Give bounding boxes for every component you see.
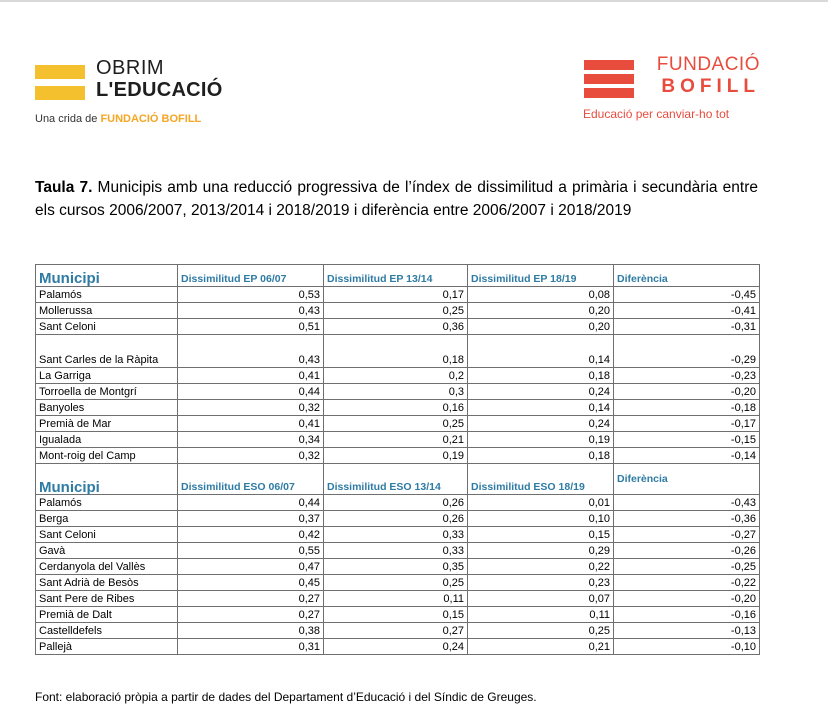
logo-tagline [35, 113, 201, 125]
value-cell: 0,19 [468, 432, 614, 448]
value-cell: 0,07 [468, 591, 614, 607]
table-row [36, 495, 760, 511]
logo-right-line2: BOFILL [661, 76, 760, 97]
value-cell: -0,41 [614, 303, 760, 319]
value-cell: -0,26 [614, 543, 760, 559]
value-cell: 0,20 [468, 319, 614, 335]
table2-header-row [36, 464, 760, 495]
table-row [36, 607, 760, 623]
table-row [36, 319, 760, 335]
table-row [36, 527, 760, 543]
value-cell: 0,22 [468, 559, 614, 575]
value-cell: 0,25 [324, 416, 468, 432]
source-note: Font: elaboració pròpia a partir de dades del Departament d’Educació i del Síndic de Greuges. [35, 690, 537, 704]
caption-text: Municipis amb una reducció progressiva de l’índex de dissimilitud a primària i secundària entre els cursos 2006/2007, 2013/2014 i 2018/2019 i diferència entre 2006/2007 i 2018/2019 [35, 179, 758, 219]
value-cell: 0,26 [324, 495, 468, 511]
logo-red-bar-3 [584, 88, 634, 98]
value-cell: 0,41 [178, 416, 324, 432]
value-cell: 0,19 [324, 448, 468, 464]
table-row [36, 575, 760, 591]
top-divider [0, 0, 828, 2]
value-cell: -0,20 [614, 384, 760, 400]
municipality-cell: Berga [36, 511, 178, 527]
municipality-cell: Igualada [36, 432, 178, 448]
header-cell: Dissimilitud ESO 13/14 [324, 464, 468, 495]
value-cell: 0,37 [178, 511, 324, 527]
value-cell: -0,23 [614, 368, 760, 384]
value-cell: -0,15 [614, 432, 760, 448]
logo-bar-bottom [35, 86, 85, 100]
logo-right-tagline: Educació per canviar-ho tot [583, 107, 730, 121]
value-cell: -0,14 [614, 448, 760, 464]
value-cell: 0,2 [324, 368, 468, 384]
value-cell: 0,26 [324, 511, 468, 527]
value-cell: -0,45 [614, 287, 760, 303]
logo-bar-top [35, 65, 85, 79]
caption-label: Taula 7. [35, 179, 93, 196]
table-row [36, 416, 760, 432]
municipality-cell: Sant Celoni [36, 319, 178, 335]
value-cell: 0,10 [468, 511, 614, 527]
value-cell: 0,27 [324, 623, 468, 639]
municipality-cell: Gavà [36, 543, 178, 559]
table-body [36, 265, 760, 655]
header-cell: Dissimilitud EP 18/19 [468, 265, 614, 287]
table-row [36, 511, 760, 527]
value-cell: 0,44 [178, 384, 324, 400]
header-cell: Diferència [614, 265, 760, 287]
table-row [36, 591, 760, 607]
value-cell: 0,45 [178, 575, 324, 591]
value-cell: 0,16 [324, 400, 468, 416]
value-cell: 0,08 [468, 287, 614, 303]
logo-right-line1: FUNDACIÓ [656, 54, 760, 75]
value-cell: 0,35 [324, 559, 468, 575]
table1-header-row [36, 265, 760, 287]
value-cell: 0,33 [324, 543, 468, 559]
value-cell: 0,20 [468, 303, 614, 319]
table-row [36, 448, 760, 464]
value-cell: 0,18 [324, 335, 468, 368]
value-cell: -0,43 [614, 495, 760, 511]
municipality-cell: Premià de Dalt [36, 607, 178, 623]
header-cell: Dissimilitud EP 06/07 [178, 265, 324, 287]
table-row [36, 623, 760, 639]
logo-red-bar-1 [584, 60, 634, 70]
table-row [36, 559, 760, 575]
value-cell: -0,13 [614, 623, 760, 639]
municipality-cell: Torroella de Montgrí [36, 384, 178, 400]
value-cell: 0,23 [468, 575, 614, 591]
fundacio-bofill-logo [584, 56, 764, 131]
value-cell: 0,3 [324, 384, 468, 400]
value-cell: 0,11 [324, 591, 468, 607]
value-cell: 0,34 [178, 432, 324, 448]
table-row [36, 400, 760, 416]
logo-red-bar-2 [584, 74, 634, 84]
logo-text-line2: L'EDUCACIÓ [96, 79, 223, 101]
logo-text-line1: OBRIM [96, 57, 165, 79]
value-cell: -0,18 [614, 400, 760, 416]
value-cell: 0,55 [178, 543, 324, 559]
table-row [36, 368, 760, 384]
value-cell: 0,25 [324, 575, 468, 591]
header-cell: Dissimilitud ESO 18/19 [468, 464, 614, 495]
municipality-cell: Palamós [36, 287, 178, 303]
value-cell: 0,43 [178, 335, 324, 368]
value-cell: 0,27 [178, 607, 324, 623]
municipality-cell: La Garriga [36, 368, 178, 384]
value-cell: -0,31 [614, 319, 760, 335]
municipality-cell: Palamós [36, 495, 178, 511]
municipality-cell: Premià de Mar [36, 416, 178, 432]
value-cell: -0,20 [614, 591, 760, 607]
value-cell: 0,36 [324, 319, 468, 335]
value-cell: 0,38 [178, 623, 324, 639]
table-row [36, 335, 760, 368]
municipality-cell: Cerdanyola del Vallès [36, 559, 178, 575]
header-cell: Dissimilitud EP 13/14 [324, 265, 468, 287]
header-cell: Diferència [614, 464, 760, 495]
value-cell: 0,41 [178, 368, 324, 384]
value-cell: 0,51 [178, 319, 324, 335]
value-cell: 0,14 [468, 335, 614, 368]
obrim-leducacio-logo [35, 56, 295, 131]
value-cell: 0,15 [324, 607, 468, 623]
value-cell: -0,25 [614, 559, 760, 575]
value-cell: 0,21 [468, 639, 614, 655]
value-cell: 0,31 [178, 639, 324, 655]
value-cell: -0,29 [614, 335, 760, 368]
value-cell: -0,36 [614, 511, 760, 527]
value-cell: 0,14 [468, 400, 614, 416]
municipality-cell: Mont-roig del Camp [36, 448, 178, 464]
value-cell: 0,32 [178, 400, 324, 416]
value-cell: 0,24 [468, 416, 614, 432]
value-cell: 0,24 [324, 639, 468, 655]
value-cell: 0,21 [324, 432, 468, 448]
value-cell: 0,33 [324, 527, 468, 543]
dissimilarity-table [35, 264, 760, 655]
municipality-cell: Sant Celoni [36, 527, 178, 543]
table-row [36, 303, 760, 319]
value-cell: -0,17 [614, 416, 760, 432]
municipality-cell: Sant Pere de Ribes [36, 591, 178, 607]
value-cell: 0,18 [468, 368, 614, 384]
value-cell: 0,01 [468, 495, 614, 511]
value-cell: 0,42 [178, 527, 324, 543]
table-row [36, 432, 760, 448]
table-row [36, 639, 760, 655]
value-cell: 0,17 [324, 287, 468, 303]
municipality-cell: Mollerussa [36, 303, 178, 319]
value-cell: 0,32 [178, 448, 324, 464]
value-cell: 0,53 [178, 287, 324, 303]
value-cell: 0,43 [178, 303, 324, 319]
municipality-cell: Castelldefels [36, 623, 178, 639]
value-cell: 0,29 [468, 543, 614, 559]
value-cell: -0,22 [614, 575, 760, 591]
header-cell: Dissimilitud ESO 06/07 [178, 464, 324, 495]
value-cell: 0,24 [468, 384, 614, 400]
value-cell: 0,18 [468, 448, 614, 464]
value-cell: 0,25 [468, 623, 614, 639]
tagline-brand: FUNDACIÓ BOFILL [100, 113, 202, 125]
value-cell: -0,27 [614, 527, 760, 543]
value-cell: 0,44 [178, 495, 324, 511]
table-caption [35, 176, 758, 222]
value-cell: 0,47 [178, 559, 324, 575]
header-cell: Municipi [36, 464, 178, 495]
tagline-prefix: Una crida de [35, 113, 101, 125]
value-cell: 0,11 [468, 607, 614, 623]
value-cell: -0,10 [614, 639, 760, 655]
value-cell: -0,16 [614, 607, 760, 623]
municipality-cell: Pallejà [36, 639, 178, 655]
header-cell: Municipi [36, 265, 178, 287]
value-cell: 0,27 [178, 591, 324, 607]
value-cell: 0,25 [324, 303, 468, 319]
municipality-cell: Banyoles [36, 400, 178, 416]
municipality-cell: Sant Carles de la Ràpita [36, 335, 178, 368]
table-row [36, 543, 760, 559]
table-row [36, 384, 760, 400]
value-cell: 0,15 [468, 527, 614, 543]
table-row [36, 287, 760, 303]
municipality-cell: Sant Adrià de Besòs [36, 575, 178, 591]
